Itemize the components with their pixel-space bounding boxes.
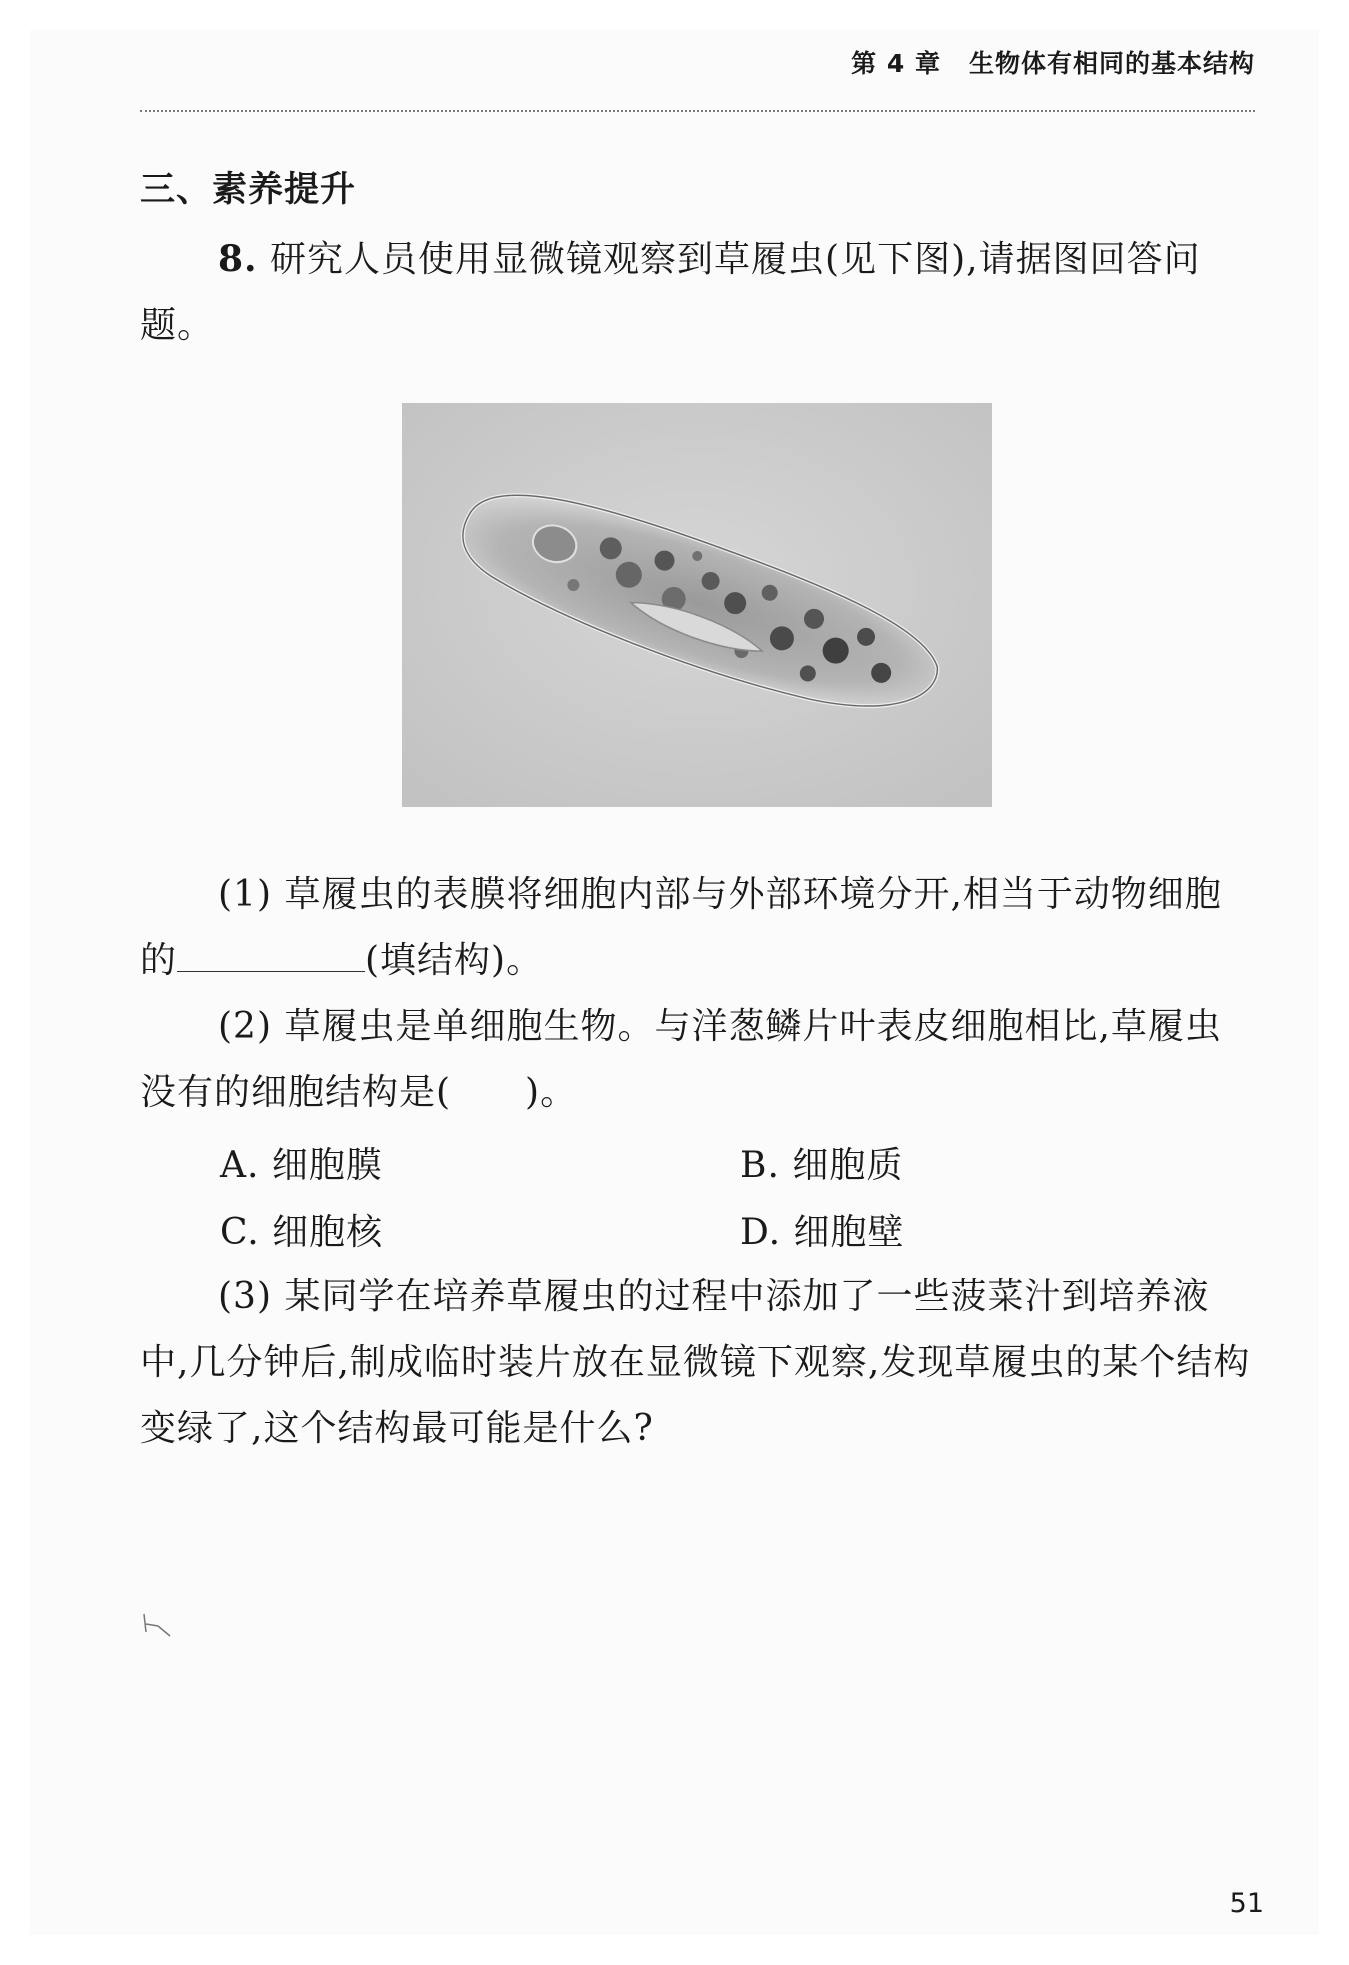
question-number: 8. — [218, 238, 258, 280]
sub1-text-after: (填结构)。 — [365, 940, 544, 981]
option-d[interactable] — [740, 1204, 905, 1255]
option-letter: C. — [220, 1212, 260, 1253]
option-letter: A. — [220, 1145, 260, 1186]
paramecium-micrograph — [402, 403, 992, 807]
sub-question-2: (2) 草履虫是单细胞生物。与洋葱鳞片叶表皮细胞相比,草履虫没有的细胞结构是( )。 — [140, 1006, 1222, 1113]
option-a[interactable] — [220, 1137, 383, 1188]
option-text: 细胞膜 — [271, 1145, 383, 1186]
header-divider — [140, 110, 1255, 112]
page-number: 51 — [1229, 1888, 1264, 1919]
option-letter: D. — [740, 1212, 782, 1253]
option-text: 细胞核 — [272, 1212, 384, 1253]
pencil-mark-icon — [140, 1610, 180, 1640]
sub-question-1 — [140, 862, 1255, 994]
option-letter: B. — [740, 1145, 780, 1186]
question-stem — [140, 226, 1255, 359]
option-text: 细胞质 — [792, 1145, 904, 1186]
running-header — [110, 44, 1255, 80]
section-title: 三、素养提升 — [140, 170, 357, 210]
option-c[interactable] — [220, 1204, 383, 1255]
answer-blank[interactable] — [177, 931, 365, 972]
sub1-text-before: (1) 草履虫的表膜将细胞内部与外部环境分开,相当于动物细胞的 — [140, 874, 1222, 981]
chapter-title: 生物体有相同的基本结构 — [968, 49, 1255, 78]
question-text: 研究人员使用显微镜观察到草履虫(见下图),请据图回答问题。 — [140, 239, 1201, 346]
option-b[interactable] — [740, 1137, 903, 1188]
chapter-number: 第 4 章 — [851, 49, 941, 78]
option-text: 细胞壁 — [793, 1212, 905, 1253]
sub-question-3: (3) 某同学在培养草履虫的过程中添加了一些菠菜汁到培养液中,几分钟后,制成临时装片放在显微镜下观察,发现草履虫的某个结构变绿了,这个结构最可能是什么? — [140, 1276, 1251, 1449]
